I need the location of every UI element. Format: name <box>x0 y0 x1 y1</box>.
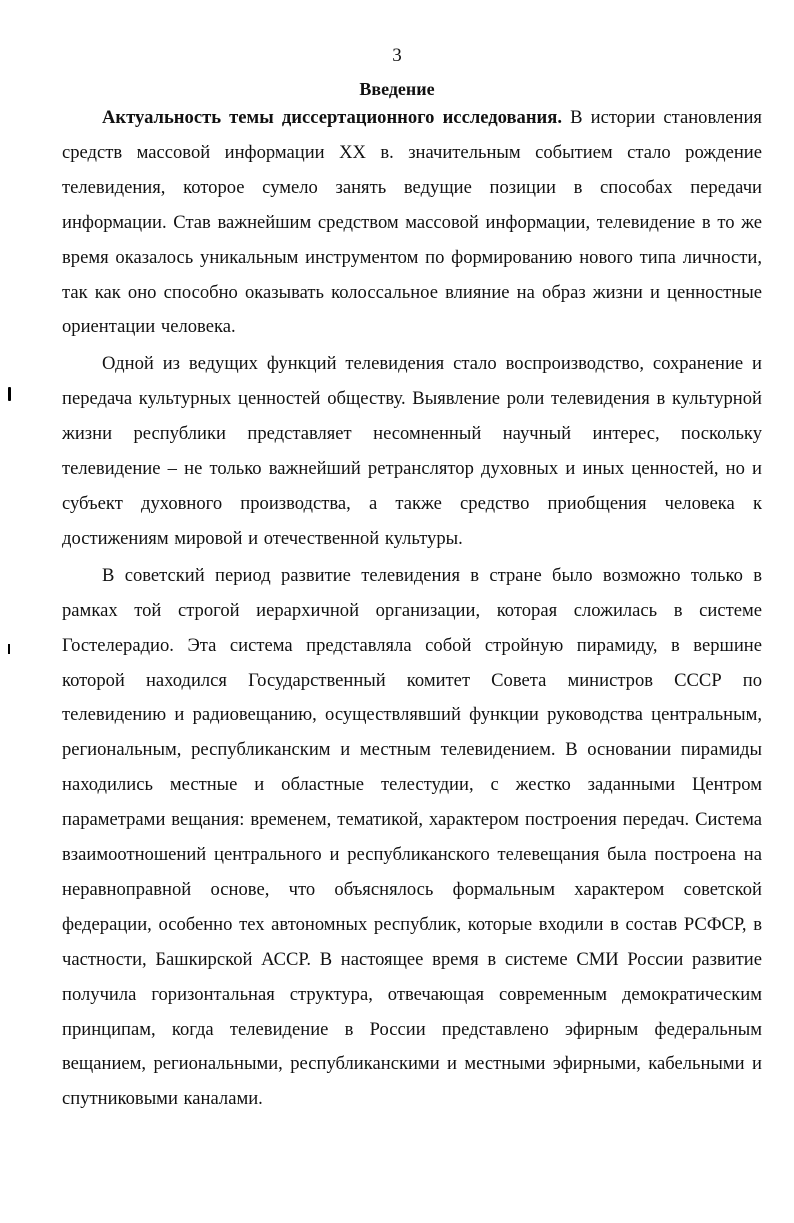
paragraph-text: В истории становления средств массовой информации XX в. значительным событием стало рождение телевидения, которое сумело занять ведущие позиции в способах передачи информации. Став важнейшим средством массовой информации, телевидение в то же время оказалось уникальным инструментом по формированию нового типа личности, так как оно способно оказывать колоссальное влияние на образ жизни и ценностные ориентации человека. <box>62 107 762 338</box>
scan-margin-mark <box>8 644 10 654</box>
scan-margin-mark <box>8 387 11 401</box>
body-text <box>62 101 762 1117</box>
paragraph-relevance <box>62 101 762 345</box>
section-heading: Введение <box>359 79 435 99</box>
paragraph-text: Одной из ведущих функций телевидения стало воспроизводство, сохранение и передача культурных ценностей обществу. Выявление роли телевидения в культурной жизни республики представляет несомненный научный интерес, поскольку телевидение – не только важнейший ретранслятор духовных и иных ценностей, но и субъект духовного производства, а также средство приобщения человека к достижениям мировой и отечественной культуры. <box>62 353 762 549</box>
paragraph-text: В советский период развитие телевидения в стране было возможно только в рамках той строгой иерархичной организации, которая сложилась в системе Гостелерадио. Эта система представляла собой стройную пирамиду, в вершине которой находился Государственный комитет Совета министров СССР по телевидению и радиовещанию, осуществлявший функции руководства центральным, региональным, республиканским и местным телевидением. В основании пирамиды находились местные и областные телестудии, с жестко заданными Центром параметрами вещания: временем, тематикой, характером построения передач. Система взаимоотношений центрального и республиканского телевещания была построена на неравноправной основе, что объяснялось формальным характером советской федерации, особенно тех автономных республик, которые входили в состав РСФСР, в частности, Башкирской АССР. В настоящее время в системе СМИ России развитие получила горизонтальная структура, отвечающая современным демократическим принципам, когда телевидение в России представлено эфирным федеральным вещанием, региональными, республиканскими и местными эфирными, кабельными и спутниковыми каналами. <box>62 564 762 1110</box>
paragraph-lead: Актуальность темы диссертационного исследования. <box>102 107 562 128</box>
paragraph-soviet-period <box>62 559 762 1118</box>
page-number: 3 <box>392 45 402 66</box>
paragraph-functions <box>62 347 762 556</box>
